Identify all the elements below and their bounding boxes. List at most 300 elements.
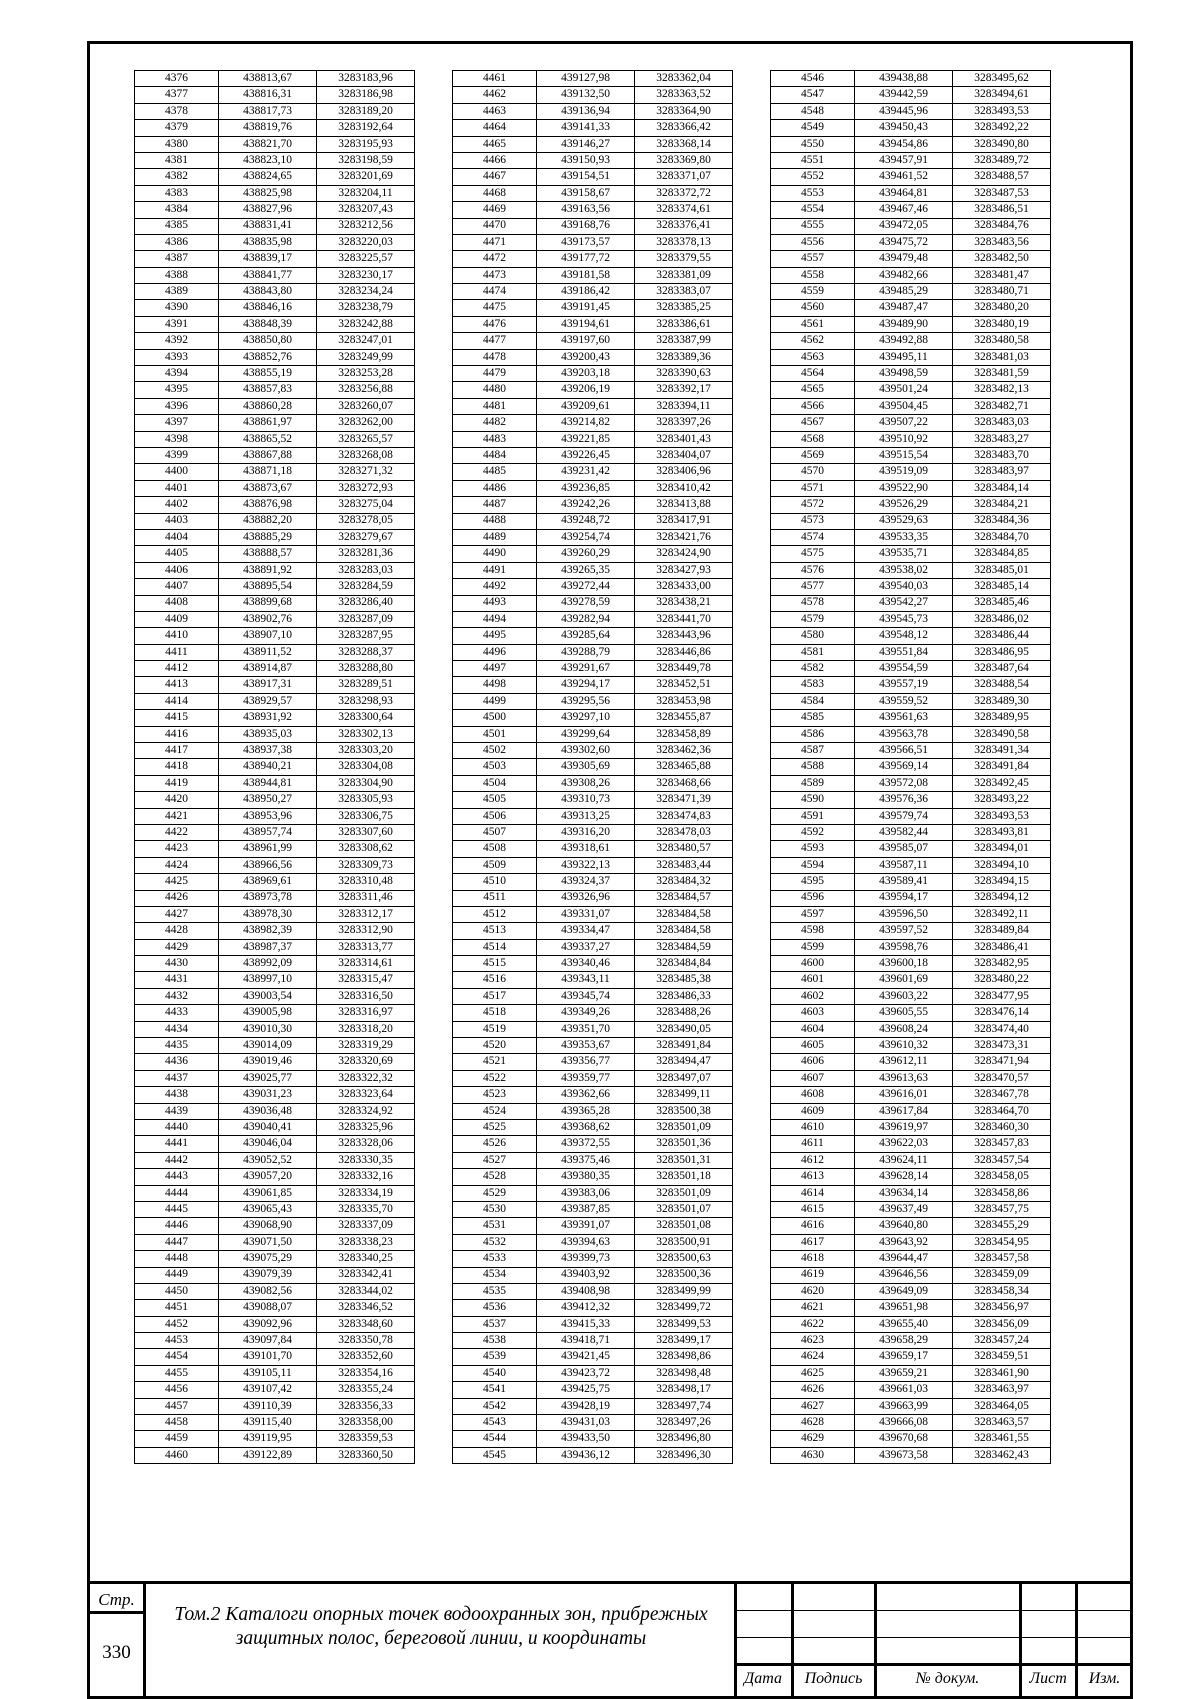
table-row xyxy=(453,234,733,250)
y-coordinate: 3283376,41 xyxy=(635,218,733,234)
point-number: 4379 xyxy=(135,120,219,136)
x-coordinate: 438907,10 xyxy=(219,628,317,644)
point-number: 4435 xyxy=(135,1038,219,1054)
table-row xyxy=(771,923,1051,939)
point-number: 4469 xyxy=(453,202,537,218)
table-row xyxy=(135,169,415,185)
x-coordinate: 439482,66 xyxy=(855,267,953,283)
x-coordinate: 439423,72 xyxy=(537,1365,635,1381)
y-coordinate: 3283344,02 xyxy=(317,1283,415,1299)
col-label-date: Дата xyxy=(744,1670,782,1687)
table-row xyxy=(135,906,415,922)
x-coordinate: 439365,28 xyxy=(537,1103,635,1119)
point-number: 4578 xyxy=(771,595,855,611)
y-coordinate: 3283499,99 xyxy=(635,1283,733,1299)
point-number: 4474 xyxy=(453,284,537,300)
table-row xyxy=(453,1300,733,1316)
point-number: 4505 xyxy=(453,792,537,808)
point-number: 4513 xyxy=(453,923,537,939)
x-coordinate: 439101,70 xyxy=(219,1349,317,1365)
y-coordinate: 3283491,34 xyxy=(953,743,1051,759)
point-number: 4460 xyxy=(135,1447,219,1463)
y-coordinate: 3283342,41 xyxy=(317,1267,415,1283)
table-row xyxy=(135,480,415,496)
table-row xyxy=(453,1431,733,1447)
y-coordinate: 3283195,93 xyxy=(317,136,415,152)
y-coordinate: 3283480,22 xyxy=(953,972,1051,988)
point-number: 4610 xyxy=(771,1120,855,1136)
x-coordinate: 439658,29 xyxy=(855,1333,953,1349)
y-coordinate: 3283492,11 xyxy=(953,906,1051,922)
point-number: 4443 xyxy=(135,1169,219,1185)
x-coordinate: 439498,59 xyxy=(855,366,953,382)
x-coordinate: 439092,96 xyxy=(219,1316,317,1332)
point-number: 4401 xyxy=(135,480,219,496)
y-coordinate: 3283230,17 xyxy=(317,267,415,283)
col-label-revision: Изм. xyxy=(1088,1670,1121,1687)
point-number: 4388 xyxy=(135,267,219,283)
point-number: 4472 xyxy=(453,251,537,267)
x-coordinate: 439326,96 xyxy=(537,890,635,906)
y-coordinate: 3283462,43 xyxy=(953,1447,1051,1463)
point-number: 4452 xyxy=(135,1316,219,1332)
point-number: 4494 xyxy=(453,611,537,627)
y-coordinate: 3283481,03 xyxy=(953,349,1051,365)
y-coordinate: 3283320,69 xyxy=(317,1054,415,1070)
y-coordinate: 3283488,57 xyxy=(953,169,1051,185)
point-number: 4516 xyxy=(453,972,537,988)
x-coordinate: 439158,67 xyxy=(537,185,635,201)
y-coordinate: 3283482,13 xyxy=(953,382,1051,398)
point-number: 4538 xyxy=(453,1333,537,1349)
y-coordinate: 3283192,64 xyxy=(317,120,415,136)
table-row xyxy=(771,218,1051,234)
table-row xyxy=(135,890,415,906)
table-row xyxy=(453,611,733,627)
table-row xyxy=(771,988,1051,1004)
x-coordinate: 439454,86 xyxy=(855,136,953,152)
y-coordinate: 3283443,96 xyxy=(635,628,733,644)
point-number: 4383 xyxy=(135,185,219,201)
table-row xyxy=(771,152,1051,168)
table-row xyxy=(135,234,415,250)
table-row xyxy=(771,1070,1051,1086)
y-coordinate: 3283461,90 xyxy=(953,1365,1051,1381)
x-coordinate: 438835,98 xyxy=(219,234,317,250)
y-coordinate: 3283494,61 xyxy=(953,87,1051,103)
col-label-sheet: Лист xyxy=(1029,1670,1067,1687)
y-coordinate: 3283383,07 xyxy=(635,284,733,300)
y-coordinate: 3283247,01 xyxy=(317,333,415,349)
x-coordinate: 439242,26 xyxy=(537,497,635,513)
y-coordinate: 3283458,89 xyxy=(635,726,733,742)
table-row xyxy=(453,300,733,316)
x-coordinate: 439655,40 xyxy=(855,1316,953,1332)
point-number: 4614 xyxy=(771,1185,855,1201)
point-number: 4623 xyxy=(771,1333,855,1349)
y-coordinate: 3283455,29 xyxy=(953,1218,1051,1234)
y-coordinate: 3283281,36 xyxy=(317,546,415,562)
document-title-line-2: защитных полос, береговой линии, и координаты xyxy=(235,1628,647,1649)
point-number: 4411 xyxy=(135,644,219,660)
point-number: 4381 xyxy=(135,152,219,168)
y-coordinate: 3283484,14 xyxy=(953,480,1051,496)
y-coordinate: 3283350,78 xyxy=(317,1333,415,1349)
x-coordinate: 439472,05 xyxy=(855,218,953,234)
y-coordinate: 3283493,81 xyxy=(953,824,1051,840)
table-row xyxy=(453,1398,733,1414)
y-coordinate: 3283262,00 xyxy=(317,415,415,431)
point-number: 4457 xyxy=(135,1398,219,1414)
table-row xyxy=(771,87,1051,103)
point-number: 4574 xyxy=(771,529,855,545)
x-coordinate: 438931,92 xyxy=(219,710,317,726)
x-coordinate: 438940,21 xyxy=(219,759,317,775)
table-row xyxy=(453,497,733,513)
table-row xyxy=(771,1169,1051,1185)
y-coordinate: 3283438,21 xyxy=(635,595,733,611)
y-coordinate: 3283390,63 xyxy=(635,366,733,382)
point-number: 4559 xyxy=(771,284,855,300)
x-coordinate: 439337,27 xyxy=(537,939,635,955)
table-row xyxy=(135,1169,415,1185)
y-coordinate: 3283279,67 xyxy=(317,529,415,545)
y-coordinate: 3283316,50 xyxy=(317,988,415,1004)
x-coordinate: 439431,03 xyxy=(537,1415,635,1431)
table-row xyxy=(771,251,1051,267)
point-number: 4408 xyxy=(135,595,219,611)
point-number: 4542 xyxy=(453,1398,537,1414)
y-coordinate: 3283483,03 xyxy=(953,415,1051,431)
y-coordinate: 3283379,55 xyxy=(635,251,733,267)
x-coordinate: 439209,61 xyxy=(537,398,635,414)
x-coordinate: 439433,50 xyxy=(537,1431,635,1447)
table-row xyxy=(135,349,415,365)
point-number: 4481 xyxy=(453,398,537,414)
table-row xyxy=(771,300,1051,316)
point-number: 4563 xyxy=(771,349,855,365)
y-coordinate: 3283486,51 xyxy=(953,202,1051,218)
y-coordinate: 3283452,51 xyxy=(635,677,733,693)
point-number: 4562 xyxy=(771,333,855,349)
y-coordinate: 3283490,58 xyxy=(953,726,1051,742)
point-number: 4532 xyxy=(453,1234,537,1250)
point-number: 4382 xyxy=(135,169,219,185)
y-coordinate: 3283497,07 xyxy=(635,1070,733,1086)
y-coordinate: 3283474,83 xyxy=(635,808,733,824)
x-coordinate: 439119,95 xyxy=(219,1431,317,1447)
table-row xyxy=(135,1316,415,1332)
table-row xyxy=(453,857,733,873)
table-row xyxy=(135,792,415,808)
x-coordinate: 439313,25 xyxy=(537,808,635,824)
x-coordinate: 438865,52 xyxy=(219,431,317,447)
point-number: 4541 xyxy=(453,1382,537,1398)
x-coordinate: 439375,46 xyxy=(537,1152,635,1168)
y-coordinate: 3283486,02 xyxy=(953,611,1051,627)
x-coordinate: 439601,69 xyxy=(855,972,953,988)
table-row xyxy=(771,890,1051,906)
table-row xyxy=(453,431,733,447)
point-number: 4595 xyxy=(771,874,855,890)
point-number: 4575 xyxy=(771,546,855,562)
point-number: 4431 xyxy=(135,972,219,988)
y-coordinate: 3283312,17 xyxy=(317,906,415,922)
table-row xyxy=(135,1005,415,1021)
table-row xyxy=(453,726,733,742)
table-row xyxy=(453,415,733,431)
table-row xyxy=(135,579,415,595)
x-coordinate: 439659,17 xyxy=(855,1349,953,1365)
x-coordinate: 439136,94 xyxy=(537,103,635,119)
point-number: 4560 xyxy=(771,300,855,316)
table-row xyxy=(135,431,415,447)
table-row xyxy=(135,120,415,136)
point-number: 4497 xyxy=(453,661,537,677)
x-coordinate: 439380,35 xyxy=(537,1169,635,1185)
y-coordinate: 3283363,52 xyxy=(635,87,733,103)
x-coordinate: 438839,17 xyxy=(219,251,317,267)
point-number: 4520 xyxy=(453,1038,537,1054)
y-coordinate: 3283484,58 xyxy=(635,906,733,922)
point-number: 4386 xyxy=(135,234,219,250)
x-coordinate: 439659,21 xyxy=(855,1365,953,1381)
table-row xyxy=(135,1267,415,1283)
x-coordinate: 439587,11 xyxy=(855,857,953,873)
point-number: 4607 xyxy=(771,1070,855,1086)
y-coordinate: 3283483,70 xyxy=(953,447,1051,463)
table-row xyxy=(135,595,415,611)
point-number: 4617 xyxy=(771,1234,855,1250)
point-number: 4591 xyxy=(771,808,855,824)
point-number: 4571 xyxy=(771,480,855,496)
table-row xyxy=(453,988,733,1004)
point-number: 4507 xyxy=(453,824,537,840)
table-row xyxy=(771,382,1051,398)
y-coordinate: 3283354,16 xyxy=(317,1365,415,1381)
y-coordinate: 3283481,59 xyxy=(953,366,1051,382)
table-row xyxy=(453,939,733,955)
x-coordinate: 439173,57 xyxy=(537,234,635,250)
point-number: 4409 xyxy=(135,611,219,627)
x-coordinate: 438813,67 xyxy=(219,71,317,87)
point-number: 4430 xyxy=(135,956,219,972)
table-row xyxy=(771,1382,1051,1398)
document-title-line-1: Том.2 Каталоги опорных точек водоохранных зон, прибрежных xyxy=(174,1604,708,1625)
table-row xyxy=(771,726,1051,742)
point-number: 4445 xyxy=(135,1201,219,1217)
x-coordinate: 439666,08 xyxy=(855,1415,953,1431)
point-number: 4402 xyxy=(135,497,219,513)
y-coordinate: 3283498,86 xyxy=(635,1349,733,1365)
table-row xyxy=(771,71,1051,87)
table-row xyxy=(771,628,1051,644)
table-row xyxy=(453,480,733,496)
table-row xyxy=(453,1218,733,1234)
x-coordinate: 439295,56 xyxy=(537,693,635,709)
point-number: 4511 xyxy=(453,890,537,906)
y-coordinate: 3283287,95 xyxy=(317,628,415,644)
y-coordinate: 3283392,17 xyxy=(635,382,733,398)
x-coordinate: 439619,97 xyxy=(855,1120,953,1136)
x-coordinate: 439597,52 xyxy=(855,923,953,939)
table-row xyxy=(771,824,1051,840)
point-number: 4570 xyxy=(771,464,855,480)
y-coordinate: 3283433,00 xyxy=(635,579,733,595)
x-coordinate: 439206,19 xyxy=(537,382,635,398)
x-coordinate: 439412,32 xyxy=(537,1300,635,1316)
x-coordinate: 439438,88 xyxy=(855,71,953,87)
table-row xyxy=(453,841,733,857)
table-row xyxy=(771,972,1051,988)
point-number: 4459 xyxy=(135,1431,219,1447)
point-number: 4482 xyxy=(453,415,537,431)
x-coordinate: 439372,55 xyxy=(537,1136,635,1152)
point-number: 4599 xyxy=(771,939,855,955)
point-number: 4521 xyxy=(453,1054,537,1070)
table-row xyxy=(771,120,1051,136)
x-coordinate: 439445,96 xyxy=(855,103,953,119)
x-coordinate: 438973,78 xyxy=(219,890,317,906)
y-coordinate: 3283337,09 xyxy=(317,1218,415,1234)
y-coordinate: 3283424,90 xyxy=(635,546,733,562)
y-coordinate: 3283462,36 xyxy=(635,743,733,759)
table-row xyxy=(771,447,1051,463)
x-coordinate: 439345,74 xyxy=(537,988,635,1004)
point-number: 4592 xyxy=(771,824,855,840)
point-number: 4616 xyxy=(771,1218,855,1234)
x-coordinate: 439154,51 xyxy=(537,169,635,185)
table-row xyxy=(771,792,1051,808)
y-coordinate: 3283484,57 xyxy=(635,890,733,906)
point-number: 4413 xyxy=(135,677,219,693)
x-coordinate: 438848,39 xyxy=(219,316,317,332)
y-coordinate: 3283404,07 xyxy=(635,447,733,463)
table-row xyxy=(771,1447,1051,1463)
x-coordinate: 439442,59 xyxy=(855,87,953,103)
table-row xyxy=(771,562,1051,578)
col-label-signature: Подпись xyxy=(804,1670,863,1687)
table-row xyxy=(453,775,733,791)
y-coordinate: 3283492,22 xyxy=(953,120,1051,136)
x-coordinate: 439579,74 xyxy=(855,808,953,824)
table-row xyxy=(453,71,733,87)
y-coordinate: 3283201,69 xyxy=(317,169,415,185)
point-number: 4588 xyxy=(771,759,855,775)
point-number: 4475 xyxy=(453,300,537,316)
x-coordinate: 439515,54 xyxy=(855,447,953,463)
x-coordinate: 439585,07 xyxy=(855,841,953,857)
point-number: 4389 xyxy=(135,284,219,300)
table-row xyxy=(135,808,415,824)
table-row xyxy=(453,1382,733,1398)
point-number: 4395 xyxy=(135,382,219,398)
x-coordinate: 438911,52 xyxy=(219,644,317,660)
x-coordinate: 439526,29 xyxy=(855,497,953,513)
x-coordinate: 439061,85 xyxy=(219,1185,317,1201)
table-row xyxy=(771,185,1051,201)
point-number: 4515 xyxy=(453,956,537,972)
x-coordinate: 439316,20 xyxy=(537,824,635,840)
y-coordinate: 3283410,42 xyxy=(635,480,733,496)
x-coordinate: 439265,35 xyxy=(537,562,635,578)
table-row xyxy=(453,792,733,808)
y-coordinate: 3283328,06 xyxy=(317,1136,415,1152)
y-coordinate: 3283481,47 xyxy=(953,267,1051,283)
y-coordinate: 3283366,42 xyxy=(635,120,733,136)
point-number: 4573 xyxy=(771,513,855,529)
table-row xyxy=(453,251,733,267)
point-number: 4448 xyxy=(135,1251,219,1267)
table-row xyxy=(771,857,1051,873)
table-row xyxy=(771,661,1051,677)
table-row xyxy=(771,234,1051,250)
table-row xyxy=(453,710,733,726)
point-number: 4582 xyxy=(771,661,855,677)
table-row xyxy=(135,185,415,201)
table-row xyxy=(453,1415,733,1431)
y-coordinate: 3283482,95 xyxy=(953,956,1051,972)
y-coordinate: 3283309,73 xyxy=(317,857,415,873)
x-coordinate: 438873,67 xyxy=(219,480,317,496)
table-row xyxy=(771,1431,1051,1447)
point-number: 4501 xyxy=(453,726,537,742)
point-number: 4417 xyxy=(135,743,219,759)
point-number: 4489 xyxy=(453,529,537,545)
x-coordinate: 439177,72 xyxy=(537,251,635,267)
point-number: 4539 xyxy=(453,1349,537,1365)
y-coordinate: 3283497,74 xyxy=(635,1398,733,1414)
point-number: 4400 xyxy=(135,464,219,480)
table-row xyxy=(453,382,733,398)
x-coordinate: 439495,11 xyxy=(855,349,953,365)
y-coordinate: 3283413,88 xyxy=(635,497,733,513)
point-number: 4449 xyxy=(135,1267,219,1283)
point-number: 4576 xyxy=(771,562,855,578)
y-coordinate: 3283457,58 xyxy=(953,1251,1051,1267)
point-number: 4564 xyxy=(771,366,855,382)
point-number: 4464 xyxy=(453,120,537,136)
table-row xyxy=(453,1185,733,1201)
y-coordinate: 3283374,61 xyxy=(635,202,733,218)
x-coordinate: 439643,92 xyxy=(855,1234,953,1250)
point-number: 4531 xyxy=(453,1218,537,1234)
x-coordinate: 439359,77 xyxy=(537,1070,635,1086)
y-coordinate: 3283455,87 xyxy=(635,710,733,726)
y-coordinate: 3283480,71 xyxy=(953,284,1051,300)
y-coordinate: 3283386,61 xyxy=(635,316,733,332)
y-coordinate: 3283484,36 xyxy=(953,513,1051,529)
table-row xyxy=(135,1070,415,1086)
x-coordinate: 439272,44 xyxy=(537,579,635,595)
table-row xyxy=(135,366,415,382)
y-coordinate: 3283457,54 xyxy=(953,1152,1051,1168)
table-row xyxy=(771,333,1051,349)
y-coordinate: 3283457,83 xyxy=(953,1136,1051,1152)
point-number: 4398 xyxy=(135,431,219,447)
x-coordinate: 438819,76 xyxy=(219,120,317,136)
table-row xyxy=(453,284,733,300)
point-number: 4463 xyxy=(453,103,537,119)
x-coordinate: 439285,64 xyxy=(537,628,635,644)
table-row xyxy=(771,1185,1051,1201)
point-number: 4552 xyxy=(771,169,855,185)
y-coordinate: 3283500,36 xyxy=(635,1267,733,1283)
x-coordinate: 439673,58 xyxy=(855,1447,953,1463)
x-coordinate: 439628,14 xyxy=(855,1169,953,1185)
table-row xyxy=(135,267,415,283)
y-coordinate: 3283489,95 xyxy=(953,710,1051,726)
